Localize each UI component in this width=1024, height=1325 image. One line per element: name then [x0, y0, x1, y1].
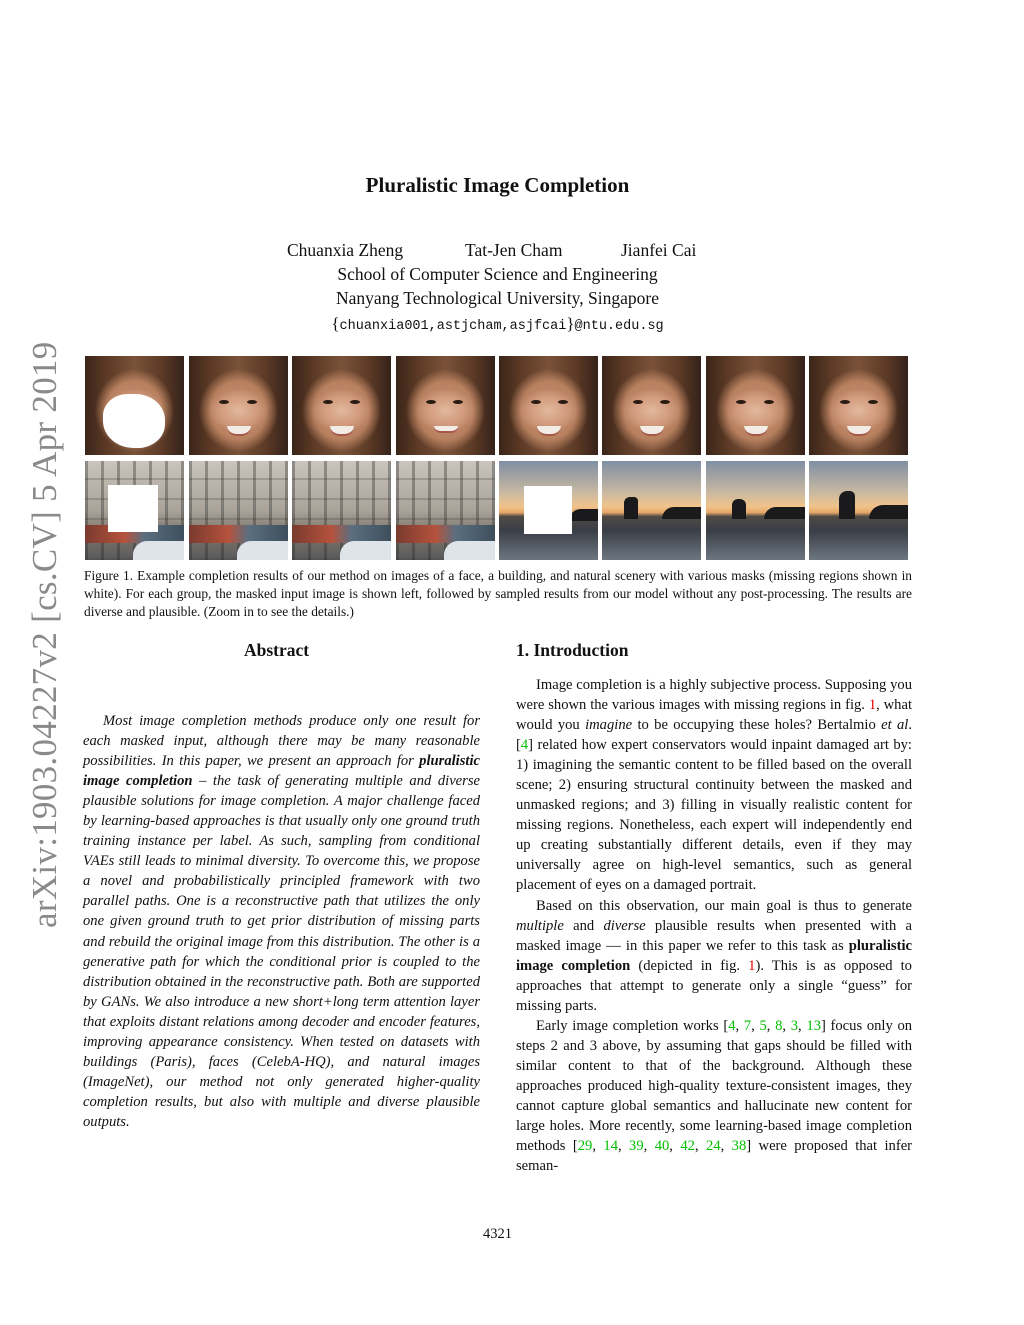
intro-paragraph-3: Early image completion works [4, 7, 5, 8, 3, 13] focus only on steps 2 and 3 above, by assuming that gaps should be filled with similar content to that of the background. Although these approaches produced high-quality texture-consistent images, they cannot capture global semantics and hallucinate new content for large holes. More recently, some learning-based image completion methods [29, 14, 39, 40, 42, 24, 38] were proposed that infer seman- — [516, 1017, 913, 1175]
citation-link[interactable]: 38 — [731, 1138, 747, 1155]
face-result-6 — [706, 356, 805, 455]
scenery-masked-input — [499, 461, 598, 560]
abstract-body — [83, 711, 480, 1132]
email-brace-close: } — [566, 314, 575, 333]
scenery-result-3 — [809, 461, 908, 560]
figure-ref-link[interactable]: 1 — [748, 957, 756, 974]
email-users: chuanxia001,astjcham,asjfcai — [339, 319, 567, 334]
author-emails — [0, 314, 995, 334]
citation-link[interactable]: 5 — [759, 1017, 767, 1034]
abstract-bold-term: pluralistic image completion — [83, 753, 480, 790]
introduction-body — [516, 675, 912, 1176]
scenery-result-1 — [602, 461, 701, 560]
citation-link[interactable]: 8 — [775, 1017, 783, 1034]
intro-paragraph-1: Image completion is a highly subjective process. Supposing you were shown the various images with missing regions in fig. 1, what would you imagine to be occupying these holes? Bertalmio et al. [4] related how expert conservators would inpaint damaged art by: 1) imagining the semantic content to be filled based on the overall scene; 2) ensuring structural continuity between the masked and unmasked regions; and 3) filling in visually realistic content for missing regions. Nonetheless, each expert will independently end up creating substantially different details, even if they may universally agree on high-level semantics, such as general placement of eyes on a damaged portrait. — [516, 677, 912, 894]
arxiv-watermark: arXiv:1903.04227v2 [cs.CV] 5 Apr 2019 — [25, 341, 64, 928]
paper-title: Pluralistic Image Completion — [365, 173, 630, 197]
face-masked-input — [85, 356, 184, 455]
white-mask-region — [524, 486, 572, 534]
white-mask-region — [103, 394, 165, 448]
affiliation-school: School of Computer Science and Engineering — [337, 264, 658, 284]
abstract-heading: Abstract — [244, 640, 310, 660]
face-result-4 — [499, 356, 598, 455]
abstract-text-1: Most image completion methods produce only one result for each masked input, although there may be many reasonable possibilities. In this paper, we present an approach for — [83, 713, 480, 770]
citation-link[interactable]: 4 — [728, 1017, 736, 1034]
citation-link[interactable]: 39 — [629, 1138, 644, 1155]
building-result-2 — [292, 461, 391, 560]
face-result-3 — [396, 356, 495, 455]
figure-1-caption: Figure 1. Example completion results of our method on images of a face, a building, and natural scenery with various masks (missing regions shown in white). For each group, the masked input image is shown left, followed by sampled results from our model without any post-processing. The results are diverse and plausible. (Zoom in to see the details.) — [84, 568, 912, 619]
building-result-3 — [396, 461, 495, 560]
page-number: 4321 — [483, 1226, 512, 1242]
face-result-1 — [189, 356, 288, 455]
scenery-result-2 — [706, 461, 805, 560]
author-2: Tat-Jen Cham — [465, 240, 563, 260]
citation-link[interactable]: 40 — [654, 1138, 670, 1155]
face-result-7 — [809, 356, 908, 455]
citation-link[interactable]: 14 — [603, 1138, 618, 1155]
building-masked-input — [85, 461, 184, 560]
author-1: Chuanxia Zheng — [287, 240, 404, 260]
intro-paragraph-2: Based on this observation, our main goal is thus to generate multiple and diverse plausible results when presented with a masked image — in this paper we refer to this task as pluralistic image completion (depicted in fig. 1). This is as opposed to approaches that attempt to generate only a single “guess” for missing parts. — [516, 897, 912, 1014]
email-domain: @ntu.edu.sg — [574, 319, 664, 334]
white-mask-region — [108, 485, 158, 532]
building-result-1 — [189, 461, 288, 560]
citation-link[interactable]: 3 — [790, 1017, 799, 1034]
citation-link[interactable]: 7 — [743, 1017, 752, 1034]
citation-link[interactable]: 29 — [577, 1138, 593, 1155]
citation-link[interactable]: 42 — [680, 1138, 695, 1155]
citation-link[interactable]: 4 — [520, 737, 529, 754]
introduction-heading: 1. Introduction — [516, 640, 629, 660]
citation-group-1: 4, 7, 5, 8, 3, 13 — [728, 1017, 821, 1034]
citation-link[interactable]: 24 — [706, 1138, 721, 1155]
figure-ref-link[interactable]: 1 — [868, 697, 877, 714]
citation-link[interactable]: 13 — [806, 1017, 821, 1034]
email-brace-open: { — [331, 314, 340, 333]
abstract-text-2: – the task of generating multiple and diverse plausible solutions for image completion. A major challenge faced by learning-based approaches is that usually only one ground truth training instance per label. As such, sampling from conditional VAEs still leads to minimal diversity. To overcome this, we propose a novel and probabilistically principled framework with two parallel paths. One is a reconstructive path that utilizes the only one given ground truth to get prior distribution of missing parts and rebuild the original image from this distribution. The other is a generative path for which the conditional prior is coupled to the distribution obtained in the reconstructive path. Both are supported by GANs. We also introduce a new short+long term attention layer that exploits distant relations among decoder and encoder features, improving appearance consistency. When tested on datasets with buildings (Paris), faces (CelebA-HQ), and natural images (ImageNet), our method not only generated higher-quality completion results, but also with multiple and diverse plausible outputs. — [83, 773, 481, 1130]
citation-group-2: 29, 14, 39, 40, 42, 24, 38 — [577, 1138, 747, 1155]
face-result-2 — [292, 356, 391, 455]
author-3: Jianfei Cai — [621, 240, 697, 260]
face-result-5 — [602, 356, 701, 455]
affiliation-university: Nanyang Technological University, Singapore — [336, 288, 659, 308]
